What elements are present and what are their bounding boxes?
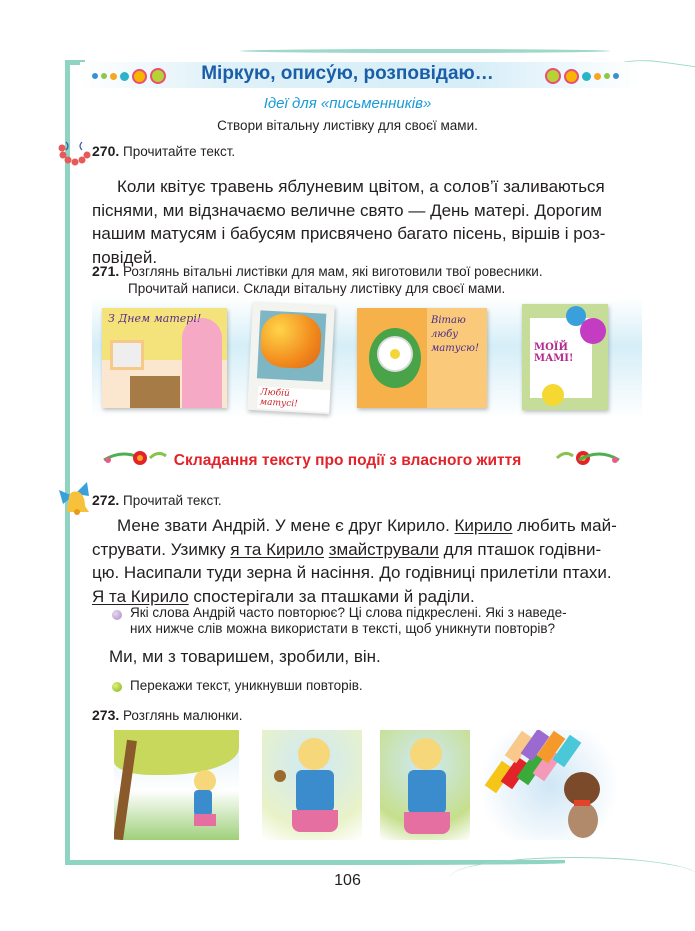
page-number: 106 <box>334 872 361 889</box>
underlined-word: Я та Кирило <box>92 586 189 606</box>
exercise-task: Розглянь малюнки. <box>123 708 243 723</box>
exercise-task-continued: Прочитай написи. Склади вітальну листівку для своєї мами. <box>128 281 506 296</box>
green-bullet-icon <box>112 682 122 692</box>
exercise-270-text <box>92 175 637 269</box>
card-text: Вітаю любу матусю! <box>431 315 479 354</box>
exercise-272-text: Мене звати Андрій. У мене є друг Кирило. Кирило любить май- струвати. Узимку я та Кирило змайстрували для пташок годівни- цю. Насипали туди зерна й насіння. До годівниці прилетіли птахи. Я та Кирило спостерігали за пташками й раділи. <box>92 514 637 608</box>
greeting-card-4 <box>522 304 608 410</box>
text-line: цю. Насипали туди зерна й насіння. До годівниці прилетіли птахи. <box>92 563 612 582</box>
exercise-270-header <box>92 143 235 159</box>
exercise-number: 273. <box>92 707 120 723</box>
purple-bullet-icon <box>112 610 122 620</box>
frame-top-border <box>240 49 610 53</box>
exercise-number: 272. <box>92 492 120 508</box>
card-text: МОЇЙ МАМІ! <box>534 342 574 364</box>
question: Які слова Андрій часто повторює? Ці слова підкреслені. Які з наведе- них нижче слів можна використати в тексті, щоб уникнути повторів? <box>130 605 567 636</box>
exercise-task: Прочитайте текст. <box>123 144 236 159</box>
greeting-card-2 <box>247 302 335 414</box>
text-line: нашим матусям і бабусям присвячено багато пісень, віршів і роз- <box>92 224 606 243</box>
bell-icon <box>55 480 95 521</box>
exercise-number: 271. <box>92 263 120 279</box>
underlined-word: Кирило <box>454 516 513 535</box>
greeting-card-3 <box>357 308 487 408</box>
text-line: Коли квітує травень яблуневим цвітом, а солов’ї заливаються <box>117 177 605 196</box>
exercise-task: Прочитай текст. <box>123 493 222 508</box>
greeting-cards-strip <box>92 298 642 418</box>
instruction: Створи вітальну листівку для своєї мами. <box>217 118 478 133</box>
subtitle: Ідеї для «письменників» <box>263 95 432 112</box>
floral-ornament-right-icon <box>553 448 623 475</box>
exercise-273-header <box>92 707 242 723</box>
exercise-task: Розглянь вітальні листівки для мам, які виготовили твої ровесники. <box>123 264 543 279</box>
illustration-plasticine-and-bear <box>482 730 617 840</box>
card-text: З Днем матері! <box>108 312 202 325</box>
page-title: Міркую, опису́ю, розповідаю… <box>201 63 494 84</box>
card-text: Любій матусі! <box>257 386 330 412</box>
greeting-card-1 <box>102 308 227 408</box>
underlined-word: змайстрували <box>328 539 439 559</box>
illustrations-strip <box>112 730 642 845</box>
exercise-number: 270. <box>92 143 120 159</box>
exercise-272-header <box>92 492 222 508</box>
text-line: піснями, ми відзначаємо величне свято — День матері. Дорогим <box>92 200 602 220</box>
flower-ornament-right-icon <box>545 68 619 84</box>
text-line: повідей. <box>92 247 158 267</box>
exercise-271-header <box>92 263 637 297</box>
word-list: Ми, ми з товаришем, зробили, він. <box>109 647 381 666</box>
illustration-girl-standing <box>380 730 470 840</box>
illustration-chestnut-tree <box>114 730 239 840</box>
illustration-girl-holding-chestnut <box>262 730 362 840</box>
retell-task: Перекажи текст, уникнувши повторів. <box>130 678 363 693</box>
section-title: Складання тексту про події з власного життя <box>173 452 522 469</box>
underlined-word: я та Кирило <box>230 539 324 559</box>
